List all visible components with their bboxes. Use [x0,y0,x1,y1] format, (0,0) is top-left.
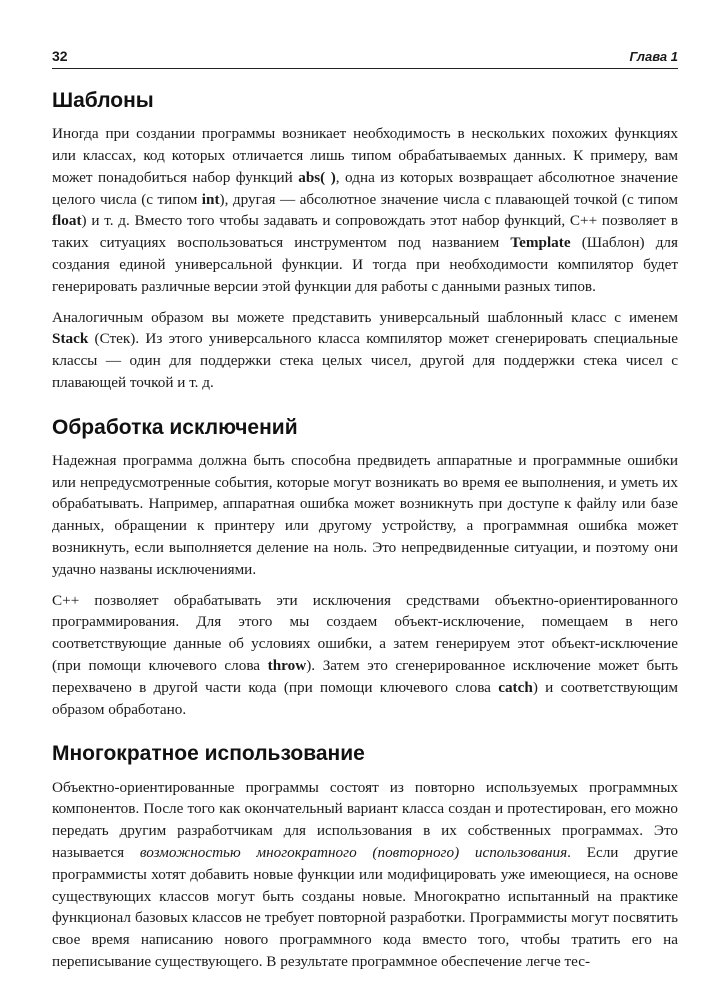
text-run: (Стек). Из этого универсального класса компилятор может сгенерировать специальные классы — один для поддержки стека целых чисел, другой для поддержки стека чисел с плавающей точкой и т. д. [52,330,678,391]
chapter-label: Глава 1 [629,49,678,64]
paragraph [52,777,678,973]
text-run: Аналогичным образом вы можете представить универсальный шаблонный класс с именем [52,308,678,326]
section-exceptions [52,416,678,721]
text-run: ) и т. д. Вместо того чтобы задавать и сопровождать этот набор функций, C++ позволяет в таких ситуациях воспользоваться инструментом под названием [52,212,678,252]
text-run: C++ позволяет обрабатывать эти исключения средствами объектно-ориентированного программирования. Для этого мы создаем объект-исключение, помещаем в него соответствующие данные об условиях ошибки, а затем генерируем этот объект-исключение (при помощи ключевого слова [52,591,678,675]
paragraph [52,590,678,721]
keyword: Stack [52,330,89,348]
section-title: Шаблоны [52,89,154,112]
book-page [52,48,678,982]
section-reuse [52,742,678,972]
paragraph [52,123,678,297]
keyword: abs( ) [298,168,336,186]
running-header [52,48,678,69]
text-run: Иногда при создании программы возникает необходимость в нескольких похожих функциях или классах, код которых отличается лишь типом обрабатываемых данных. К примеру, вам может понадобиться набор функций [52,125,678,186]
keyword: Template [510,234,571,252]
text-run: ) и соответствующим образом обработано. [52,678,678,718]
keyword: throw [267,657,307,675]
keyword: catch [498,678,533,696]
text-run: , одна из которых возвращает абсолютное значение целого числа (с типом [52,168,678,208]
text-run: Объектно-ориентированные программы состоят из повторно используемых программных компонентов. После того как окончательный вариант класса создан и протестирован, его можно передать другим разработчикам для использования в их собственных программах. Это называется [52,778,678,861]
emphasis: возможностью многократного (повторного) использования [139,843,568,861]
page-number: 32 [52,48,68,64]
text-run: ). Затем это сгенерированное исключение может быть перехвачено в другой части кода (при помощи ключевого слова [52,657,678,696]
section-templates [52,89,678,394]
text-run: ), другая — абсолютное значение числа с плавающей точкой (с типом [219,190,679,208]
section-title: Многократное использование [52,742,365,766]
paragraph [52,307,678,394]
keyword: int [201,190,220,208]
keyword: float [52,212,82,230]
text-run: (Шаблон) для создания единой универсальной функции. И тогда при необходимости компилятор будет генерировать различные версии этой функции для работы с данными разных типов. [52,234,678,295]
section-title: Обработка исключений [52,415,298,439]
text-run: Надежная программа должна быть способна предвидеть аппаратные и программные ошибки или непредусмотренные события, которые могут возникать во время ее выполнения, и уметь их обрабатывать. Например, аппаратная ошибка может возникнуть при доступе к файлу или базе данных, обращении к принтеру или другому устройству, а программная ошибка может возникнуть, если выполняется деление на ноль. Это непредвиденные ситуации, и поэтому они удачно названы исключениями. [52,451,678,578]
text-run: . Если другие программисты хотят добавить новые функции или модифицировать уже имеющиеся, на основе существующих классов могут быть созданы новые. Многократно испытанный на практике функционал базовых классов не требует повторной разработки. Программисты могут посвятить свое время написанию нового программного кода вместо того, чтобы тратить его на переписывание существующего. В результате программное обеспечение легче тес- [52,843,679,970]
paragraph [52,450,678,581]
